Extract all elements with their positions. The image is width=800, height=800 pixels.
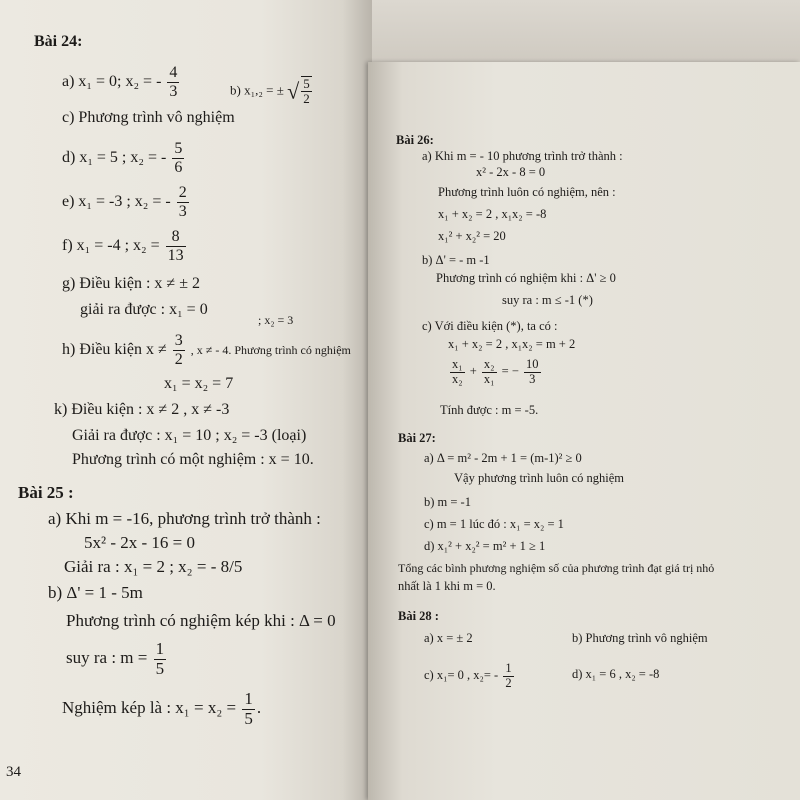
bai27-conclusion-1: Tổng các bình phương nghiệm số của phương trình đạt giá trị nhỏ: [398, 561, 715, 575]
fraction: $\frac{1}{5}$: [244, 689, 253, 728]
fraction: $\frac{10}{3}$: [526, 357, 539, 386]
bai26-b1: b) Δ' = - m -1: [422, 253, 490, 267]
fraction: $\frac{1}{5}$: [155, 639, 165, 678]
bai27-b: b) m = -1: [424, 495, 471, 509]
left-page: [0, 0, 372, 800]
page-number: 34: [6, 764, 21, 780]
bai24-k2: Giải ra được : x₁ = 10 ; x₂ = -3 (loại): [72, 427, 307, 444]
bai25-a3: Giải ra : x₁ = 2 ; x₂ = - 8/5: [64, 557, 243, 576]
bai28-a: a) x = ± 2: [424, 631, 473, 645]
bai27-a2: Vậy phương trình luôn có nghiệm: [454, 471, 624, 485]
bai27-a1: a) Δ = m² - 2m + 1 = (m-1)² ≥ 0: [424, 451, 582, 465]
bai24-k1: k) Điều kiện : x ≠ 2 , x ≠ -3: [54, 401, 230, 418]
bai24-h: h) Điều kiện x ≠ $\frac{3}{2}$ , x ≠ - 4. Phương trình có nghiệm: [62, 332, 351, 368]
fraction: $\frac{4}{3}$: [169, 64, 178, 100]
bai26-a2: x² - 2x - 8 = 0: [476, 165, 546, 179]
bai24-k3: Phương trình có một nghiệm : x = 10.: [72, 451, 314, 468]
bai26-a4: x₁ + x₂ = 2 , x₁x₂ = -8: [438, 207, 547, 221]
bai27-title: Bài 27:: [398, 431, 436, 445]
bai26-b2: Phương trình có nghiệm khi : Δ' ≥ 0: [436, 271, 616, 285]
fraction: $\frac{\text{x₂}}{\text{x₁}}$: [483, 357, 495, 386]
bai25-a1: a) Khi m = -16, phương trình trở thành :: [48, 509, 321, 528]
fraction: $\frac{\text{x₁}}{\text{x₂}}$: [452, 357, 463, 386]
bai24-e: e) x₁ = -3 ; x₂ = - $\frac{2}{3}$: [62, 184, 187, 220]
bai26-c3: $\frac{\text{x₁}}{\text{x₂}}$ + $\frac{\text{x₂}}{\text{x₁}}$ = − $\frac{10}{3}$: [452, 357, 539, 386]
bai24-a: a) x₁ = 0; x₂ = - $\frac{4}{3}$: [62, 64, 178, 100]
bai26-b3: suy ra : m ≤ -1 (*): [502, 293, 593, 307]
background-shadow: [372, 0, 800, 62]
bai24-title: Bài 24:: [34, 33, 83, 50]
bai27-d: d) x₁² + x₂² = m² + 1 ≥ 1: [424, 539, 546, 553]
bai25-a2: 5x² - 2x - 16 = 0: [84, 533, 196, 552]
bai25-title: Bài 25 :: [18, 483, 74, 502]
right-page: [368, 62, 800, 800]
bai27-c: c) m = 1 lúc đó : x₁ = x₂ = 1: [424, 517, 564, 531]
bai27-conclusion-2: nhất là 1 khi m = 0.: [398, 579, 496, 593]
bai24-c: c) Phương trình vô nghiệm: [62, 109, 235, 126]
bai26-c2: x₁ + x₂ = 2 , x₁x₂ = m + 2: [448, 337, 576, 351]
bai26-c4: Tính được : m = -5.: [440, 403, 539, 417]
fraction: $\frac{1}{2}$: [505, 661, 512, 690]
bai28-d: d) x₁ = 6 , x₂ = -8: [572, 667, 660, 681]
bai26-a3: Phương trình luôn có nghiệm, nên :: [438, 185, 616, 199]
fraction: $\frac{5}{6}$: [174, 140, 183, 176]
bai28-c: c) x₁= 0 , x₂= - $\frac{1}{2}$: [424, 661, 512, 690]
bai24-d: d) x₁ = 5 ; x₂ = - $\frac{5}{6}$: [62, 140, 183, 176]
bai28-title: Bài 28 :: [398, 609, 439, 623]
bai26-title: Bài 26:: [396, 133, 434, 147]
bai24-g2: giải ra được : x₁ = 0: [80, 301, 208, 318]
bai24-g1: g) Điều kiện : x ≠ ± 2: [62, 275, 200, 292]
bai24-f: f) x₁ = -4 ; x₂ = $\frac{8}{13}$: [62, 228, 184, 264]
bai25-b2: Phương trình có nghiệm kép khi : Δ = 0: [66, 611, 336, 630]
fraction: $\frac{3}{2}$: [174, 332, 183, 368]
bai25-b3: suy ra : m = $\frac{1}{5}$: [66, 639, 165, 678]
bai24-g2b: ; x₂ = 3: [258, 313, 294, 327]
bai26-c1: c) Với điều kiện (*), ta có :: [422, 319, 558, 333]
bai28-b: b) Phương trình vô nghiệm: [572, 631, 708, 645]
bai24-b: b) x₁,₂ = ± √ $\frac{5}{2}$: [230, 76, 314, 107]
bai25-b4: Nghiệm kép là : x₁ = x₂ = $\frac{1}{5}$ .: [62, 689, 262, 728]
bai26-a1: a) Khi m = - 10 phương trình trở thành :: [422, 149, 623, 163]
bai25-b1: b) Δ' = 1 - 5m: [48, 583, 143, 602]
bai24-h2: x₁ = x₂ = 7: [164, 375, 234, 392]
sqrt-symbol: √ $\frac{5}{2}$: [287, 76, 310, 107]
fraction: $\frac{2}{3}$: [178, 184, 187, 220]
bai26-a5: x₁² + x₂² = 20: [438, 229, 506, 243]
fraction: $\frac{8}{13}$: [167, 228, 184, 264]
